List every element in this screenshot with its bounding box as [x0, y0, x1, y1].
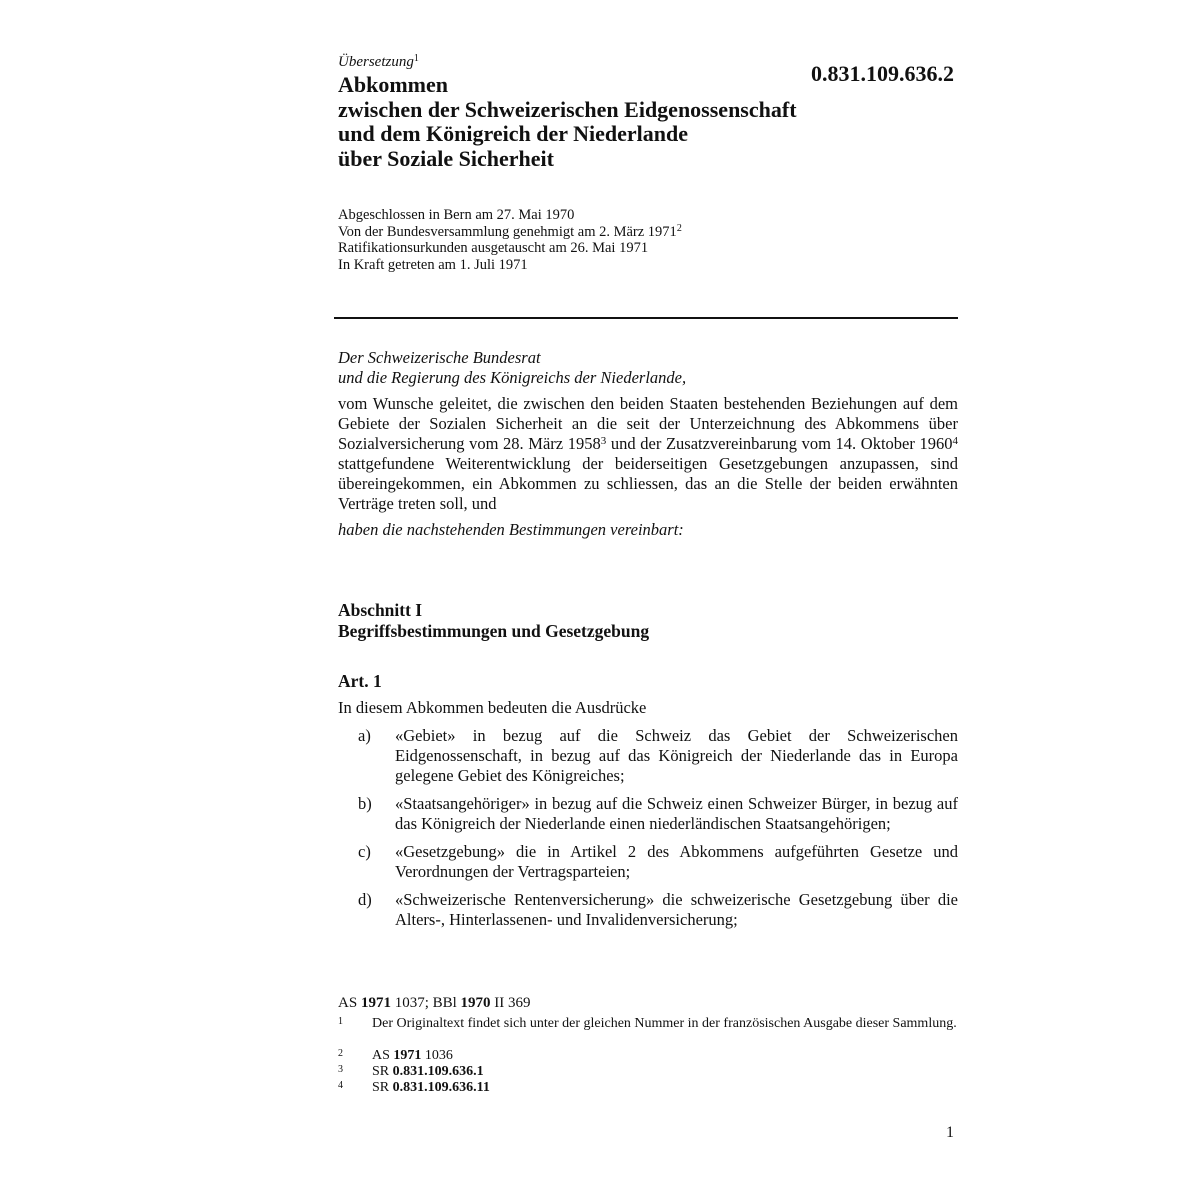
item-text: «Staatsangehöriger» in bezug auf die Schweiz einen Schweizer Bürger, in bezug auf das Königreich der Niederlande einen niederländischen Staatsangehörigen;: [395, 794, 958, 833]
preamble: [338, 348, 958, 540]
footnote-ref-3: 3: [600, 435, 607, 447]
footnote: [338, 1048, 958, 1064]
in-force-date: In Kraft getreten am 1. Juli 1971: [338, 256, 528, 273]
item-label: c): [358, 842, 371, 861]
footnote: [338, 1064, 958, 1080]
footnote-ref-2: 2: [676, 222, 682, 234]
footnote-number: 3: [338, 1064, 343, 1075]
list-item: [338, 794, 958, 834]
footnote-number: 4: [338, 1080, 343, 1091]
section-number: Abschnitt I: [338, 600, 423, 620]
list-item: [338, 890, 958, 930]
approved-date: Von der Bundesversammlung genehmigt am 2. März 1971$^2$: [338, 222, 682, 240]
list-item: [338, 842, 958, 882]
article-intro: In diesem Abkommen bedeuten die Ausdrücke: [338, 698, 647, 717]
footnote: [338, 1016, 958, 1032]
footnote-number: 1: [338, 1016, 343, 1027]
section-heading: [338, 600, 649, 642]
item-label: b): [358, 794, 372, 813]
concluded-date: Abgeschlossen in Bern am 27. Mai 1970: [338, 207, 575, 223]
preamble-closing: haben die nachstehenden Bestimmungen vereinbart:: [338, 520, 684, 539]
list-item: [338, 726, 958, 786]
section-title: Begriffsbestimmungen und Gesetzgebung: [338, 621, 650, 641]
title-line: über Soziale Sicherheit: [338, 145, 554, 171]
footnote-number: 2: [338, 1048, 343, 1059]
article-heading: Art. 1: [338, 671, 382, 691]
footnote-ref-4: 4: [952, 435, 959, 447]
item-text: «Gebiet» in bezug auf die Schweiz das Gebiet der Schweizerischen Eidgenossenschaft, in bezug auf das Königreich der Niederlande das in Europa gelegene Gebiet des Königreiches;: [395, 726, 958, 785]
header-divider: [334, 317, 958, 319]
sr-number: 0.831.109.636.2: [811, 61, 954, 86]
translation-label: Übersetzung$^1$: [338, 53, 419, 70]
item-label: a): [358, 726, 371, 745]
footnote-text: SR 0.831.109.636.1: [372, 1064, 484, 1079]
source-reference: AS 1971 1037; BBl 1970 II 369: [338, 995, 531, 1011]
preamble-text: vom Wunsche geleitet, die zwischen den beiden Staaten bestehenden Beziehungen auf dem Gebiete der Sozialen Sicherheit an die seit der Unterzeichnung des Abkommens über Sozialversicherung vom 28. März 1958$^3$ und der Zusatzvereinbarung vom 14. Oktober 1960$^4$ stattgefundene Weiterentwicklung der beiderseitigen Gesetzgebungen anzupassen, sind übereingekommen, ein Abkommen zu schliessen, das an die Stelle der beiden erwähnten Verträge treten soll, und: [338, 394, 959, 513]
treaty-metadata: [338, 207, 682, 273]
item-text: «Gesetzgebung» die in Artikel 2 des Abkommens aufgeführten Gesetze und Verordnungen der Vertragsparteien;: [395, 842, 958, 881]
document-title: [338, 73, 898, 171]
ratified-date: Ratifikationsurkunden ausgetauscht am 26. Mai 1971: [338, 240, 649, 256]
item-label: d): [358, 890, 372, 909]
title-line: und dem Königreich der Niederlande: [338, 121, 688, 147]
page-number: 1: [946, 1124, 954, 1141]
footnote-text: SR 0.831.109.636.11: [372, 1080, 490, 1095]
party-1: Der Schweizerische Bundesrat: [338, 348, 541, 367]
title-line: zwischen der Schweizerischen Eidgenossenschaft: [338, 96, 797, 122]
footnote-ref-1: 1: [413, 53, 419, 64]
footnote-text: AS 1971 1036: [372, 1048, 453, 1063]
definition-list: [338, 726, 958, 938]
party-2: und die Regierung des Königreichs der Niederlande,: [338, 368, 687, 387]
item-text: «Schweizerische Rentenversicherung» die schweizerische Gesetzgebung über die Alters-, Hinterlassenen- und Invalidenversicherung;: [395, 890, 958, 929]
footnote-text: Der Originaltext findet sich unter der gleichen Nummer in der französischen Ausgabe dieser Sammlung.: [372, 1016, 957, 1031]
title-line: Abkommen: [338, 72, 449, 97]
footnote: [338, 1080, 958, 1096]
